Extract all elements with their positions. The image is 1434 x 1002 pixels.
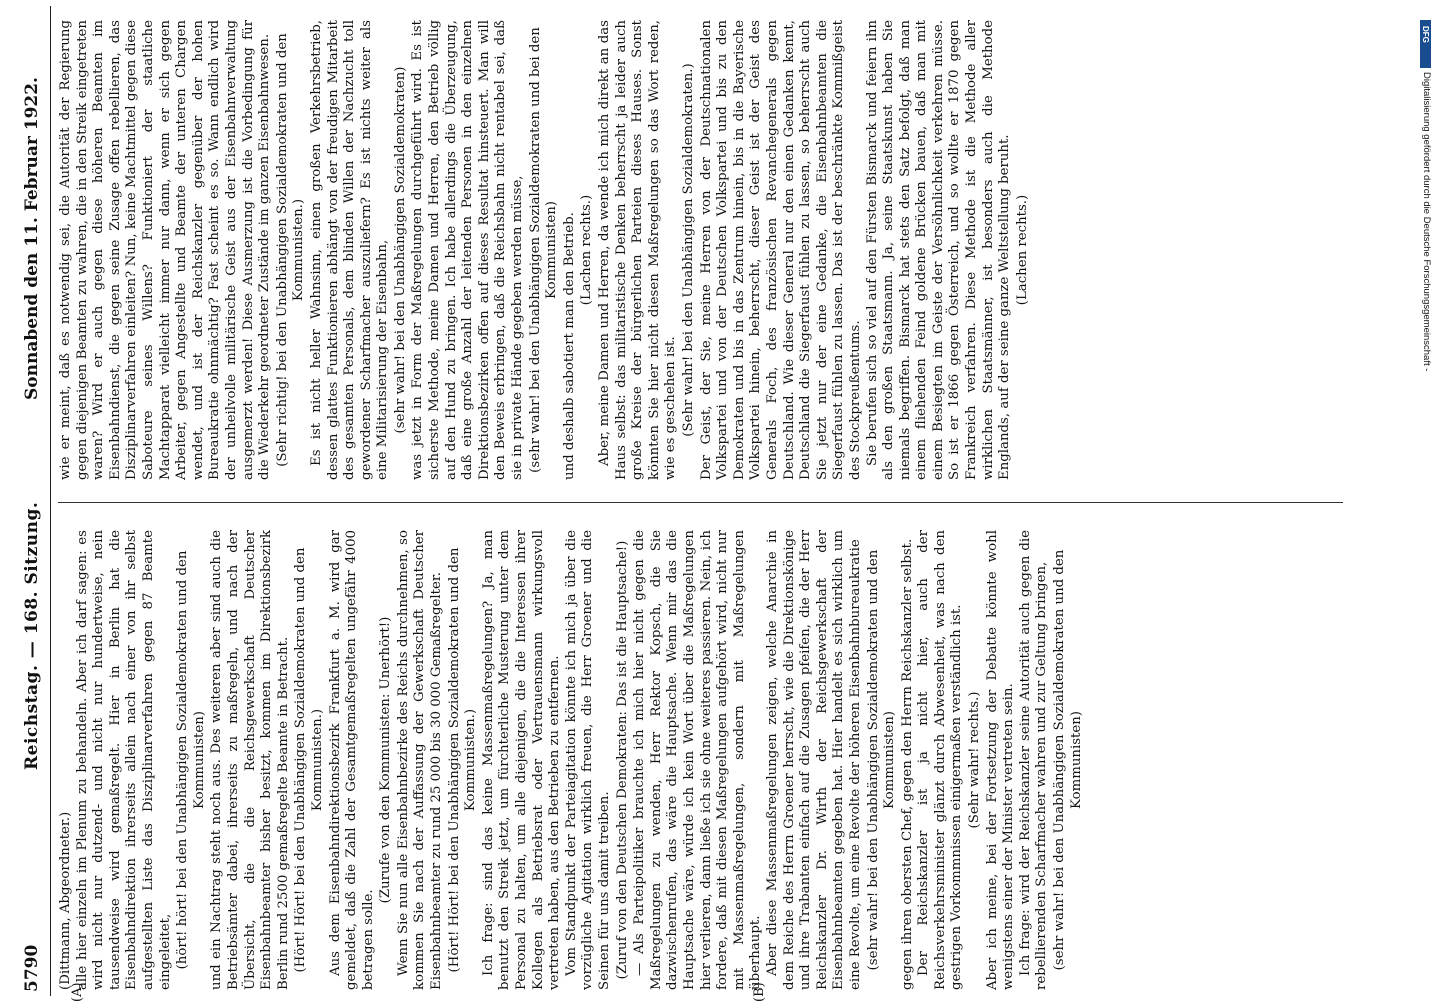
paragraph: Sie berufen sich so viel auf den Fürsten Bismarck und feiern ihn als den großen Staatsmann. Ja, seine Staatskunst haben Sie niemals begriffen. Bismarck hat stets den Satz befolgt, daß man einem fliehenden Feind goldene Brücken bauen, daß man mit einem Besiegten im Geiste der Versöhnlichkeit verkehren müsse. So ist er 1866 gegen Österreich, und so wollte er 1870 gegen Frankreich verfahren. Diese Methode ist die Methode aller wirklichen Staatsmänner, ist besonders auch die Methode Englands, auf der seine ganze Weltstellung beruht. [864,20,1013,480]
interjection: (sehr wahr! bei den Unabhängigen Sozialdemokraten) [392,66,408,434]
paragraph: Es ist nicht heller Wahnsinn, einen großen Verkehrsbetrieb, dessen glattes Funktionieren abhängt von der freudigen Mitarbeit des gesamten Personals, dem blinden Willen der Nachzucht toll gewordener Scharfmacher auszuliefern? Es ist nichts weiter als eine Militarisierung der Eisenbahn, [308,20,391,480]
paragraph: und ein Nachtrag steht noch aus. Des weiteren aber sind auch die Betriebsämter dabei, ihrerseits zu maßregeln, und nach der Übersicht, die die Reichsgewerkschaft Deutscher Eisenbahnbeamter bisher besitzt, kommen im Direktionsbezirk Berlin rund 2500 gemaßregelte Beamte in Betracht. [209,530,291,990]
interjection: (sehr wahr! bei den Unabhängigen Sozialdemokraten und den Kommunisten) [1052,549,1084,971]
interjection: (Sehr richtig! bei den Unabhängigen Sozialdemokraten und den Kommunisten.) [274,33,307,467]
digitization-footer [1418,8,1432,998]
paragraph: was jetzt in Form der Maßregelungen durchgeführt wird. Es ist sicherste Methode, meine Damen und Herren, den Betrieb völlig auf den Hund zu bringen. Ich habe allerdings die Überzeugung, daß eine große Anzahl der leitenden Personen in den einzelnen Direktionsbezirken offen auf dieses Resultat hinsteuert. Man will den Beweis erbringen, daß die Reichsbahn nicht rentabel sei, daß sie in private Hände gegeben werden müsse, [410,20,526,480]
page-title: Reichstag. — 168. Sitzung. [22,501,42,770]
paragraph: — Als Parteipolitiker brauchte ich mich hier nicht gegen die Maßregelungen zu wenden, Herr Rektor Kopsch, die Sie dazwischenrufen, das wäre die Hauptsache. Wenn mir das die Hauptsache wäre, würde ich kein Wort über die Maßregelungen hier verlieren, dann ließe ich sie ohne weiteres passieren. Nein, ich fordere, daß mit diesen Maßregelungen aufgehört wird, nicht nur mit Massenmaßregelungen, sondern mit Maßregelungen überhaupt. [632,530,764,990]
digitization-note: Digitalisierung gefördert durch die Deutsche Forschungsgemeinschaft - [1421,72,1432,372]
column-separator [58,502,1343,503]
paragraph: und deshalb sabotiert man den Betrieb. [561,212,577,480]
margin-mark-a: (A) [70,982,85,1002]
interjection: (Hört! Hört! bei den Unabhängigen Sozialdemokraten und den Kommunisten.) [293,547,325,973]
paragraph: Ich frage: wird der Reichskanzler seine Autorität auch gegen die rebellierenden Scharfmacher wahren und zur Geltung bringen, [1017,530,1050,990]
paragraph: (Dittmann, Abgeordneter.) [58,811,73,990]
paragraph: gegen ihren obersten Chef, gegen den Herrn Reichskanzler selbst. [899,538,915,990]
paragraph: Aber ich meine, bei der Fortsetzung der Debatte könnte wohl wenigstens einer der Minister vertreten sein. [984,530,1017,990]
paragraph: alle hier einzeln im Plenum zu behandeln. Aber ich darf sagen: es wird nicht nur dutzend- und nicht nur hundertweise, nein tausendweise wird gemaßregelt. Hier in Berlin hat die Eisenbahndirektion ihrerseits allein nach einer von ihr selbst aufgestellten Liste das Disziplinarverfahren gegen 87 Beamte eingeleitet, [74,530,173,990]
dfg-logo-text: DFG [1421,26,1430,43]
page-header [22,0,50,1000]
paragraph: Der Geist, der Sie, meine Herren von der Deutschnationalen Volkspartei und von der Deutschen Volkspartei und bis zu den Demokraten und bis in das Zentrum hinein, bis in die Bayerische Volkspartei hinein, beherrscht, dieser Geist ist der Geist des Generals Foch, des französischen Revanchegenerals gegen Deutschland. Wie dieser General nur den einen Gedanken kennt, Deutschland die Siegerfaust fühlen zu lassen, so beherrscht auch Sie jetzt nur der eine Gedanke, die Eisenbahnbeamten die Siegerfaust fühlen zu lassen. Das ist der beschränkte Kommißgeist des Stockpreußentums. [698,20,863,480]
right-column [58,20,1358,480]
margin-mark-b: (B) [752,982,767,1002]
interjection: (Hört! Hört! bei den Unabhängigen Sozialdemokraten und den Kommunisten.) [446,547,479,973]
interjection: (Zuruf von den Deutschen Demokraten: Das ist die Hauptsache!) [614,540,630,980]
interjection: (Lachen rechts.) [1014,194,1030,306]
paragraph: Aber, meine Damen und Herren, da wende ich mich direkt an das Haus selbst: das militaristische Denken beherrscht ja leider auch große Kreise der bürgerlichen Parteien dieses Hauses. Sonst könnten Sie hier nicht diesen Maßregelungen so das Wort reden, wie es geschehen ist. [597,20,679,480]
paragraph: Wenn Sie nun alle Eisenbahnbezirke des Reichs durchnehmen, so kommen Sie nach der Auffassung der Gewerkschaft Deutscher Eisenbahnbeamter zu rund 25 000 bis 30 000 Gemaßregelter. [395,530,445,990]
interjection: (sehr wahr! bei den Unabhängigen Sozialdemokraten und bei den Kommunisten) [527,27,560,473]
paragraph: Der Reichskanzler ist ja nicht hier, auch der Reichsverkehrsminister glänzt durch Abwesenheit, was nach den gestrigen Vorkommnissen einigermaßen verständlich ist. [916,530,965,990]
paragraph: Vom Standpunkt der Parteiagitation könnte ich mich ja über die vorzügliche Agitation wirklich freuen, die Herr Groener und die Seinen für uns damit treiben. [563,530,612,990]
paragraph: Aber diese Massenmaßregelungen zeigen, welche Anarchie in dem Reiche des Herrn Groener herrscht, wie die Direktionskönige und ihre Trabanten einfach auf die Zusagen pfeifen, die der Herr Reichskanzler Dr. Wirth der Reichsgewerkschaft der Eisenbahnbeamten gegeben hat. Hier handelt es sich wirklich um eine Revolte, um eine Revolte der höheren Eisenbahnbureaukratie [764,530,863,990]
page-number: 5790 [22,944,42,992]
left-column [58,530,1358,990]
interjection: (Zurufe von den Kommunisten: Unerhört!) [378,616,394,904]
interjection: (Sehr wahr! bei den Unabhängigen Sozialdemokraten.) [680,63,696,437]
dfg-logo [1420,20,1431,68]
session-date: Sonnabend den 11. Februar 1922. [22,77,42,400]
interjection: (Sehr wahr! rechts.) [967,691,983,829]
paragraph: wie er meint, daß es notwendig sei, die Autorität der Regierung gegen diejenigen Beamten zu wahren, die in den Streik eingetreten waren? Wird er auch gegen diese höheren Beamten im Eisenbahndienst, die gegen seine Zusage offen rebellieren, das Disziplinarverfahren einleiten? Nun, keine Machtmittel gegen diese Saboteure seines Willens? Funktioniert der staatliche Machtapparat vielleicht immer nur dann, wenn er sich gegen Arbeiter, gegen Angestellte und Beamte der unteren Chargen wendet, und ist der Reichskanzler gegenüber der hohen Bureaukratie ohnmächtig? Fast scheint es so. Wann endlich wird der unheilvolle militärische Geist aus der Eisenbahnverwaltung ausgemerzt werden! Diese Ausmerzung ist die Vorbedingung für die Wiederkehr geordneter Zustände im ganzen Eisenbahnwesen. [58,20,273,480]
interjection: (hört! hört! bei den Unabhängigen Sozialdemokraten und den Kommunisten) [175,550,207,970]
paragraph: Ich frage: sind das keine Massenmaßregelungen? Ja, man benutzt den Streik jetzt, um fürchterliche Musterung unter dem Personal zu halten, um alle diejenigen, die die Interessen ihrer Kollegen als Betriebsrat oder Vertrauensmann wirkungsvoll vertreten haben, aus den Betrieben zu entfernen. [480,530,563,990]
header-rule [50,6,51,996]
paragraph: Aus dem Eisenbahndirektionsbezirk Frankfurt a. M. wird gar gemeldet, daß die Zahl der Gesamtgemaßregelten ungefähr 4000 betragen solle. [327,530,376,990]
interjection: (sehr wahr! bei den Unabhängigen Sozialdemokraten und den Kommunisten) [865,549,898,971]
interjection: (Lachen rechts.) [579,194,595,306]
